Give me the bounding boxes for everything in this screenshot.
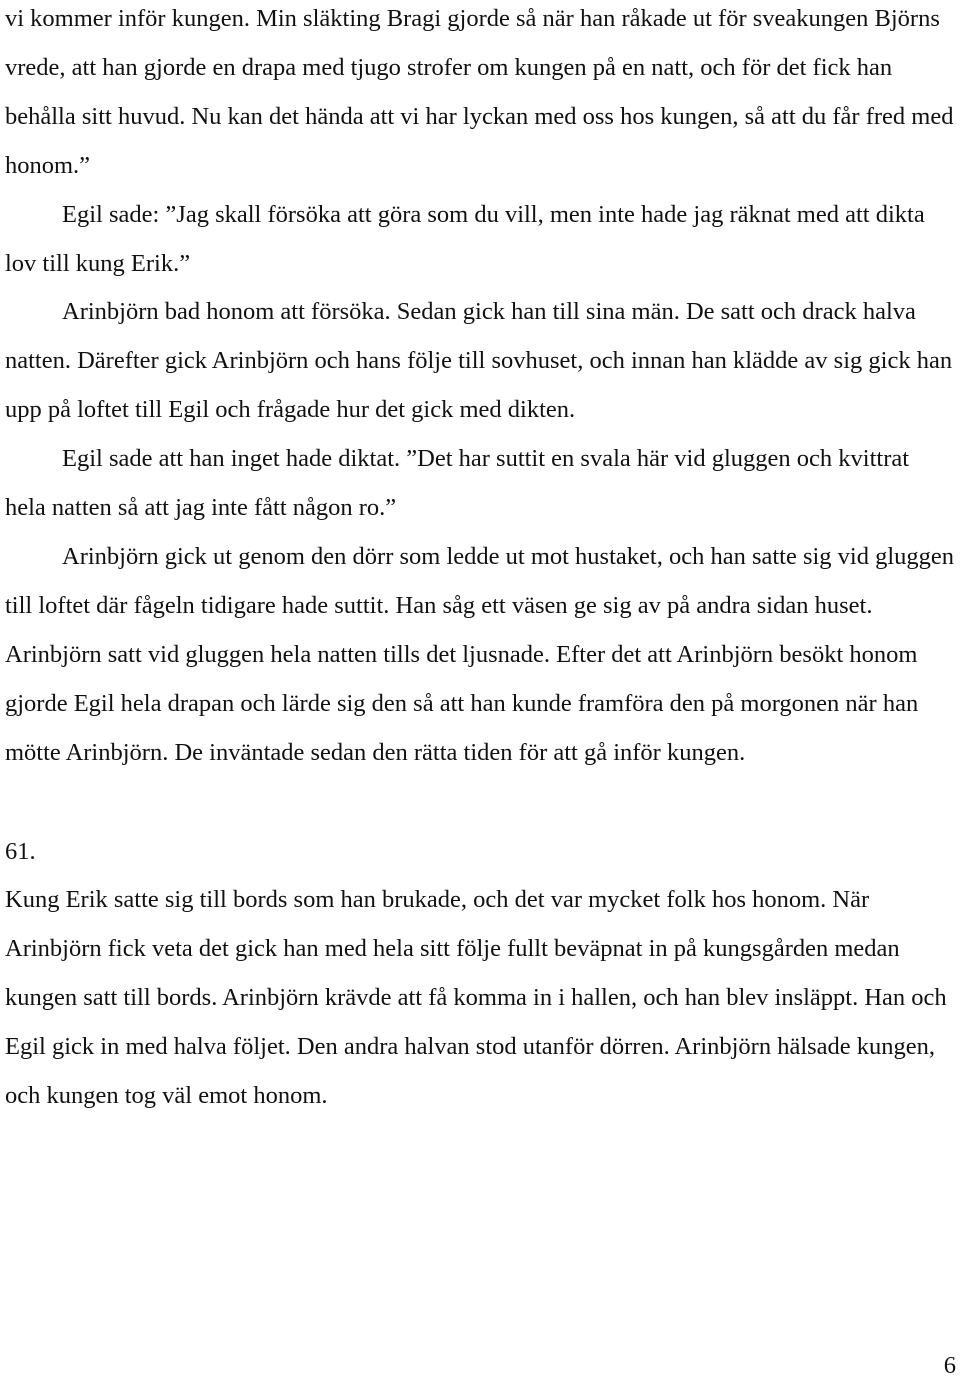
page-number: 6 bbox=[943, 1352, 956, 1379]
document-page bbox=[5, 0, 955, 1121]
chapter-number: 61. bbox=[5, 837, 36, 865]
paragraph: Egil sade: ”Jag skall försöka att göra som du vill, men inte hade jag räknat med att dikta lov till kung Erik.” bbox=[5, 200, 925, 277]
paragraph: Arinbjörn bad honom att försöka. Sedan gick han till sina män. De satt och drack halva natten. Därefter gick Arinbjörn och hans följe till sovhuset, och innan han klädde av sig gick han upp på loftet till Egil och frågade hur det gick med dikten. bbox=[5, 298, 953, 424]
paragraph: Egil sade att han inget hade diktat. ”Det har suttit en svala här vid gluggen och kvittrat hela natten så att jag inte fått någon ro.” bbox=[5, 445, 910, 522]
paragraph: Kung Erik satte sig till bords som han brukade, och det var mycket folk hos honom. När Arinbjörn fick veta det gick han med hela sitt följe fullt beväpnat in på kungsgården medan kungen satt till bords. Arinbjörn krävde att få komma in i hallen, och han blev insläppt. Han och Egil gick in med halva följet. Den andra halvan stod utanför dörren. Arinbjörn hälsade kungen, och kungen tog väl emot honom. bbox=[5, 886, 947, 1110]
paragraph: Arinbjörn gick ut genom den dörr som ledde ut mot hustaket, och han satte sig vid gluggen till loftet där fågeln tidigare hade suttit. Han såg ett väsen ge sig av på andra sidan huset. Arinbjörn satt vid gluggen hela natten tills det ljusnade. Efter det att Arinbjörn besökt honom gjorde Egil hela drapan och lärde sig den så att han kunde framföra den på morgonen när han mötte Arinbjörn. De inväntade sedan den rätta tiden för att gå inför kungen. bbox=[5, 542, 955, 766]
paragraph: vi kommer inför kungen. Min släkting Bragi gjorde så när han råkade ut för sveakungen Björns vrede, att han gjorde en drapa med tjugo strofer om kungen på en natt, och för det fick han behålla sitt huvud. Nu kan det hända att vi har lyckan med oss hos kungen, så att du får fred med honom.” bbox=[5, 5, 954, 179]
